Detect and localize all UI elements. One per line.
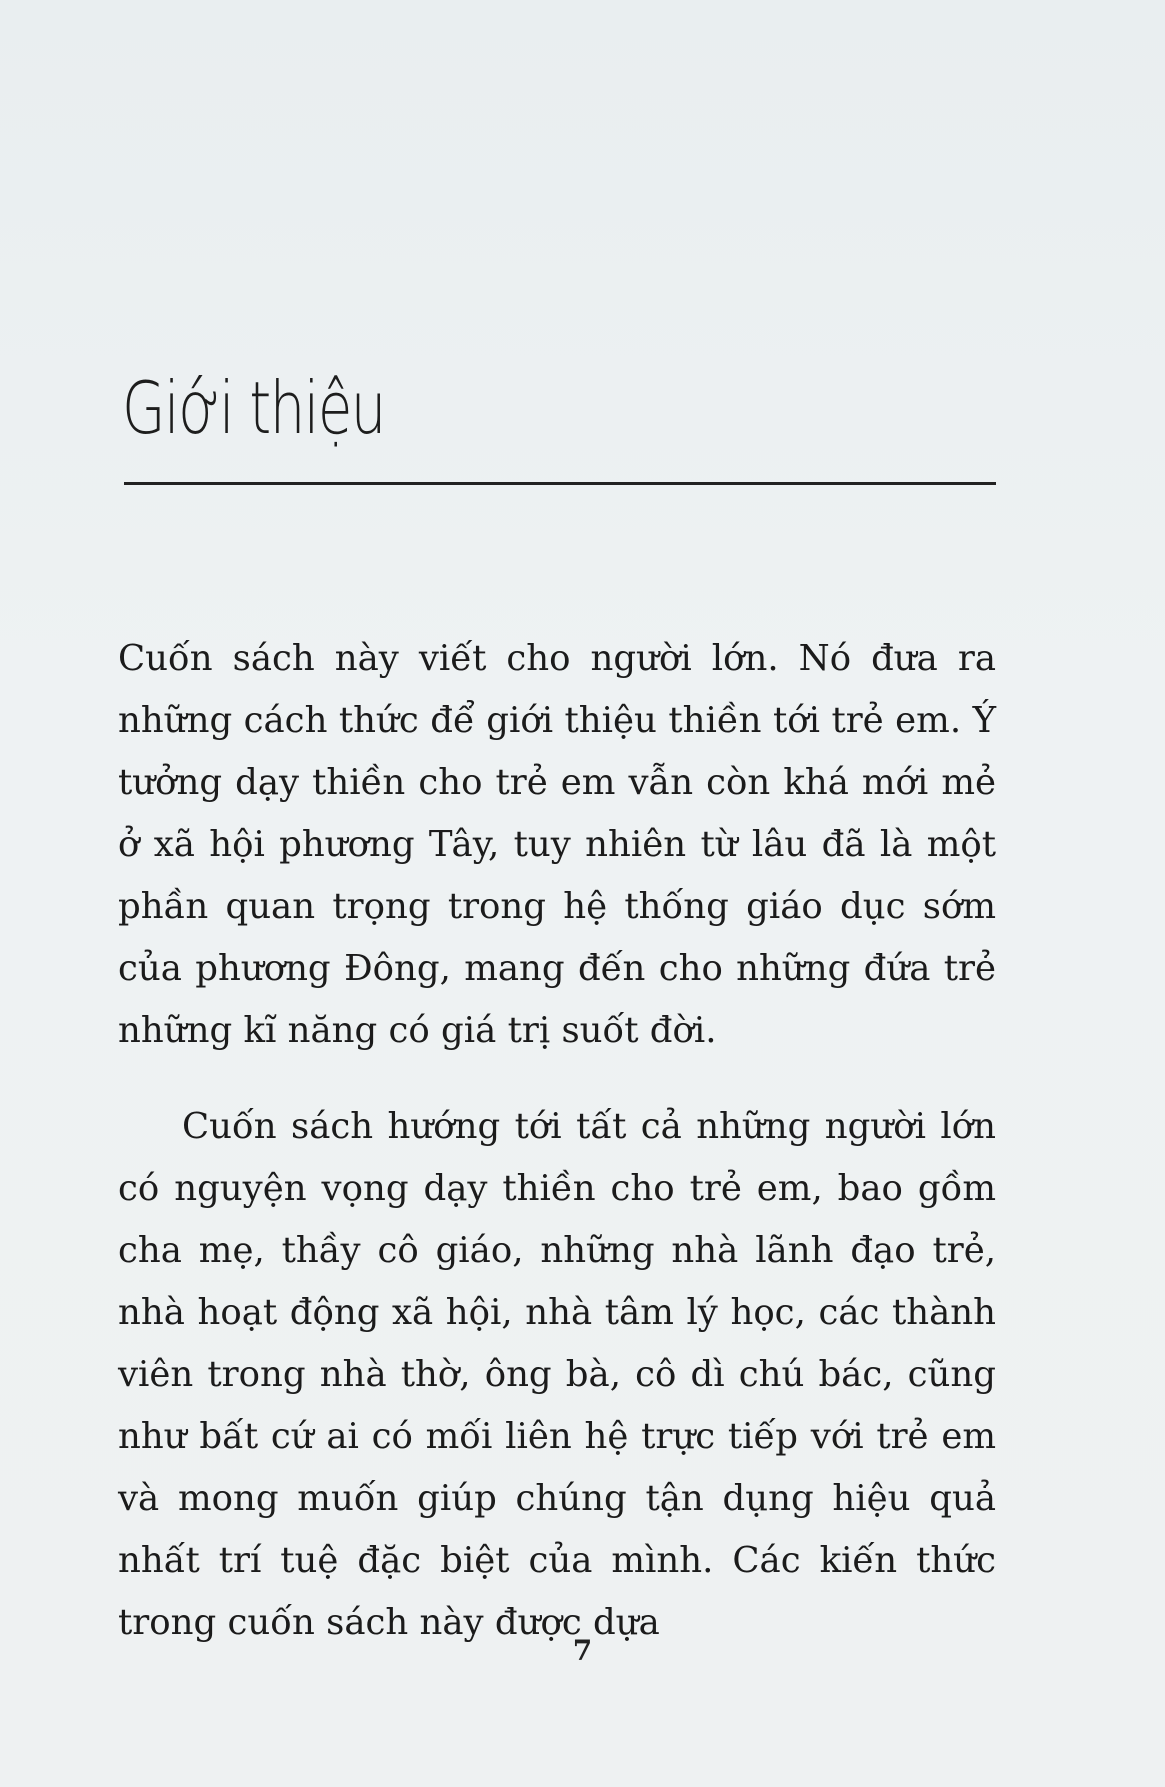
- chapter-title: Giới thiệu: [122, 366, 385, 450]
- body-text: [118, 628, 996, 1654]
- paragraph-2: Cuốn sách hướng tới tất cả những người lớn có nguyện vọng dạy thiền cho trẻ em, bao gồm cha mẹ, thầy cô giáo, những nhà lãnh đạo trẻ, nhà hoạt động xã hội, nhà tâm lý học, các thành viên trong nhà thờ, ông bà, cô dì chú bác, cũng như bất cứ ai có mối liên hệ trực tiếp với trẻ em và mong muốn giúp chúng tận dụng hiệu quả nhất trí tuệ đặc biệt của mình. Các kiến thức trong cuốn sách này được dựa: [118, 1106, 996, 1643]
- page-number: 7: [572, 1634, 593, 1667]
- title-underline: [124, 482, 996, 485]
- paragraph-1: Cuốn sách này viết cho người lớn. Nó đưa ra những cách thức để giới thiệu thiền tới trẻ em. Ý tưởng dạy thiền cho trẻ em vẫn còn khá mới mẻ ở xã hội phương Tây, tuy nhiên từ lâu đã là một phần quan trọng trong hệ thống giáo dục sớm của phương Đông, mang đến cho những đứa trẻ những kĩ năng có giá trị suốt đời.: [118, 638, 996, 1051]
